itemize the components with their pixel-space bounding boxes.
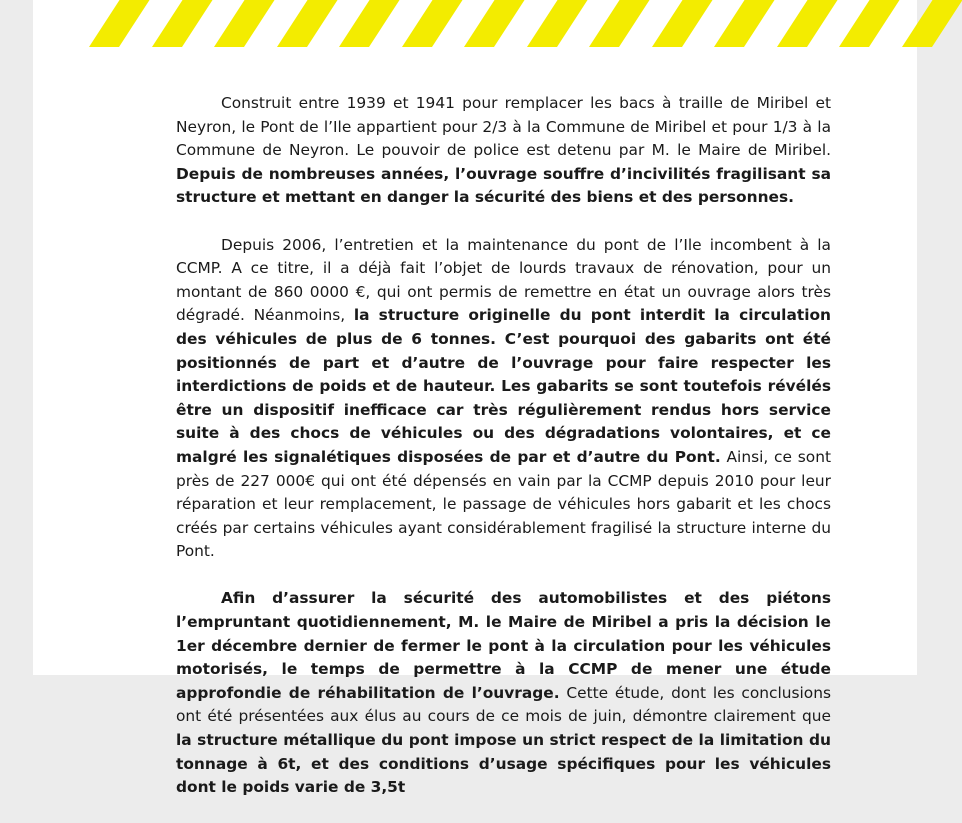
hazard-stripe [652, 0, 713, 47]
document-body [176, 92, 831, 823]
hazard-stripe [839, 0, 900, 47]
hazard-stripe [777, 0, 838, 47]
text-run: Cette étude, dont les conclusions ont été présentées aux élus au cours de ce mois de juin, démontre clairement que [176, 684, 831, 726]
paragraph [176, 92, 831, 210]
text-run: Ainsi, ce sont près de 227 000€ qui ont été dépensés en vain par la CCMP depuis 2010 pour leur réparation et leur remplacement, le passage de véhicules hors gabarit et les chocs créés par certains véhicules ayant considérablement fragilisé la structure interne du Pont. [176, 448, 831, 560]
hazard-stripe [152, 0, 213, 47]
hazard-stripe [214, 0, 275, 47]
text-run: Construit entre 1939 et 1941 pour remplacer les bacs à traille de Miribel et Neyron, le Pont de l’Ile appartient pour 2/3 à la Commune de Miribel et pour 1/3 à la Commune de Neyron. Le pouvoir de police est detenu par M. le Maire de Miribel. [176, 94, 831, 159]
hazard-stripe [277, 0, 338, 47]
paragraph [176, 587, 831, 799]
hazard-stripe [527, 0, 588, 47]
hazard-stripe-banner [33, 0, 917, 47]
bold-text-run: Depuis de nombreuses années, l’ouvrage souffre d’incivilités fragilisant sa structure et mettant en danger la sécurité des biens et des personnes. [176, 165, 831, 207]
paragraph [176, 234, 831, 564]
bold-text-run: Afin d’assurer la sécurité des automobilistes et des piétons l’empruntant quotidiennement, M. le Maire de Miribel a pris la décision le 1er décembre dernier de fermer le pont à la circulation pour les véhicules motorisés, le temps de permettre à la CCMP de mener une étude approfondie de réhabilitation de l’ouvrage. [176, 589, 831, 701]
document-page [33, 0, 917, 675]
hazard-stripe [402, 0, 463, 47]
hazard-stripe [714, 0, 775, 47]
hazard-stripe [464, 0, 525, 47]
bold-text-run: la structure originelle du pont interdit la circulation des véhicules de plus de 6 tonnes. C’est pourquoi des gabarits ont été positionnés de part et d’autre de l’ouvrage pour faire respecter les interdictions de poids et de hauteur. Les gabarits se sont toutefois révélés être un dispositif inefficace car très régulièrement rendus hors service suite à des chocs de véhicules ou des dégradations volontaires, et ce malgré les signalétiques disposées de par et d’autre du Pont. [176, 306, 831, 466]
hazard-stripe [339, 0, 400, 47]
bold-text-run: la structure métallique du pont impose un strict respect de la limitation du tonnage à 6t, et des conditions d’usage spécifiques pour les véhicules dont le poids varie de 3,5t [176, 731, 831, 796]
hazard-stripe [902, 0, 962, 47]
hazard-stripe [89, 0, 150, 47]
hazard-stripe [589, 0, 650, 47]
text-run: Depuis 2006, l’entretien et la maintenance du pont de l’Ile incombent à la CCMP. A ce titre, il a déjà fait l’objet de lourds travaux de rénovation, pour un montant de 860 0000 €, qui ont permis de remettre en état un ouvrage alors très dégradé. Néanmoins, [176, 236, 831, 325]
